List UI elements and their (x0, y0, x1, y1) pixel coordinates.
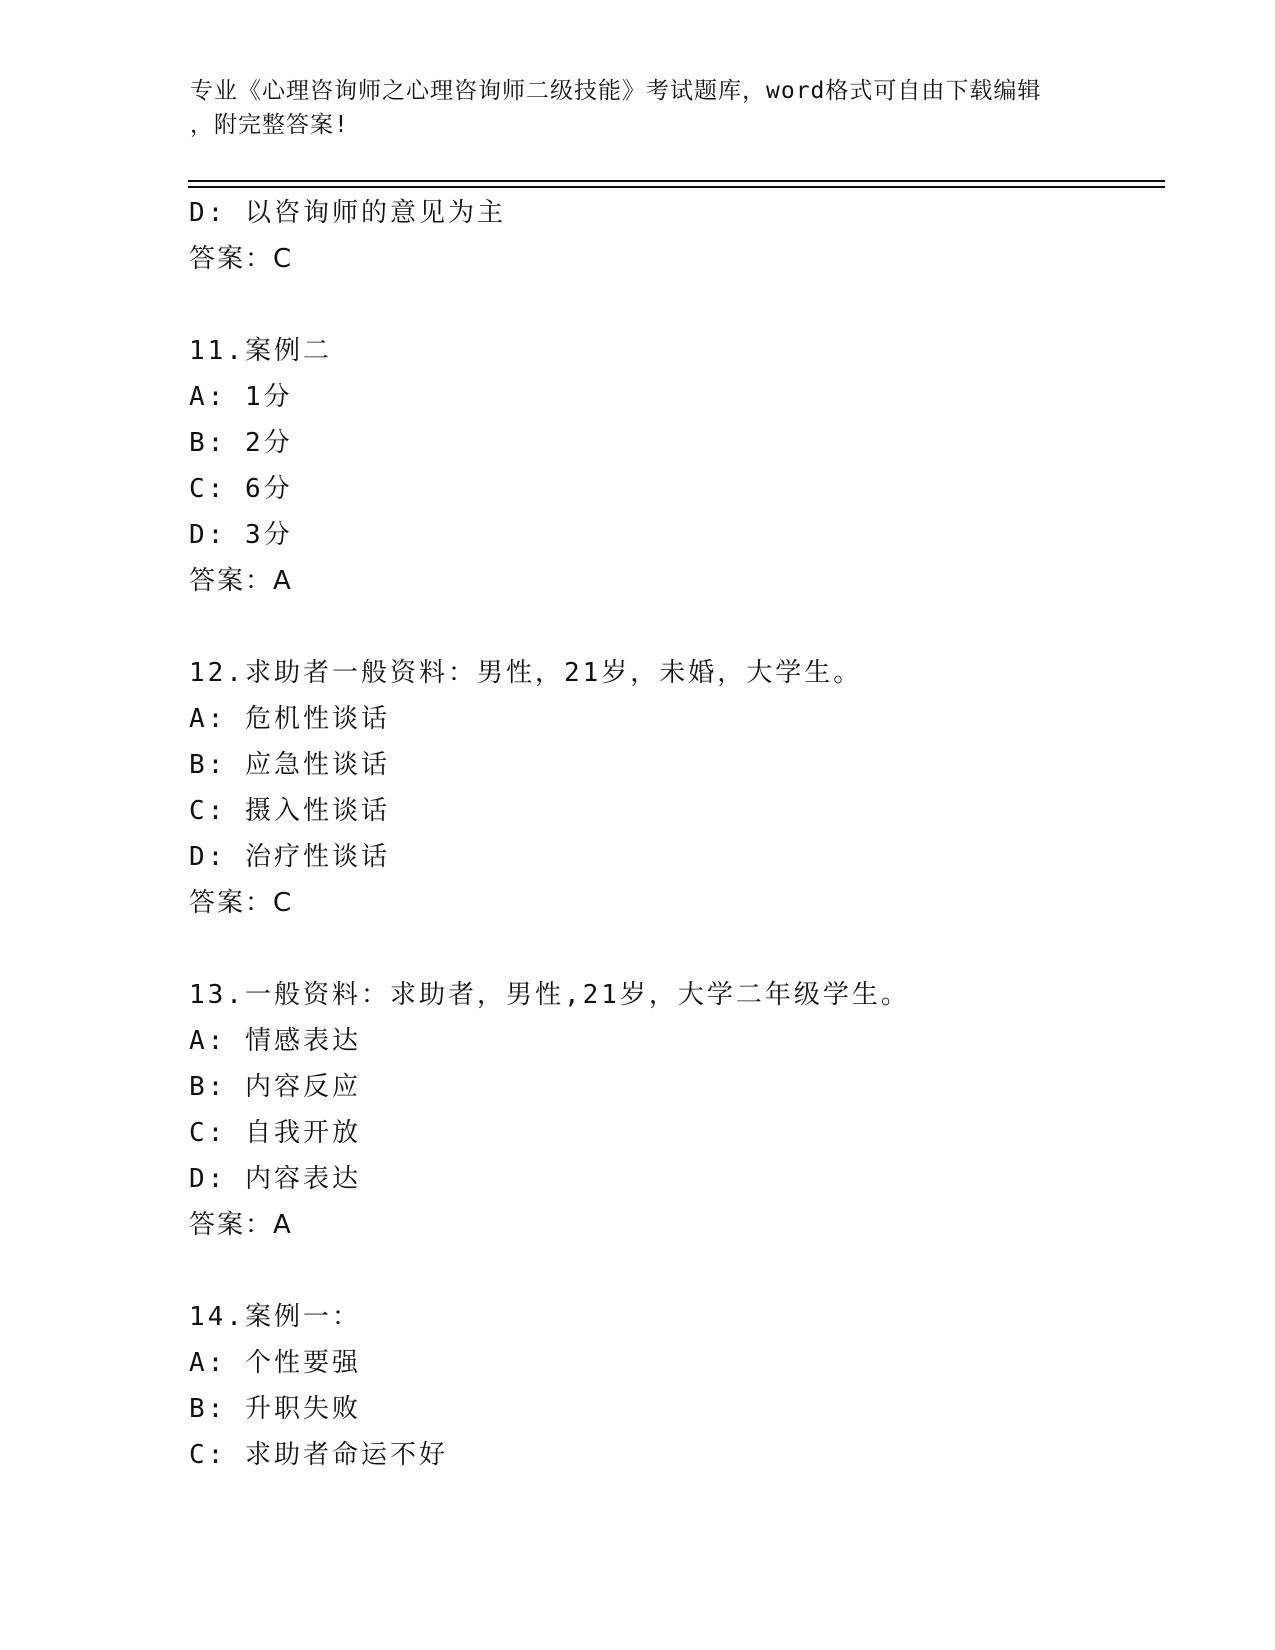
header-line-1: 专业《心理咨询师之心理咨询师二级技能》考试题库，word格式可自由下载编辑 (190, 78, 1042, 104)
question-12-stem: 12.求助者一般资料：男性，21岁，未婚，大学生。 (189, 658, 863, 688)
previous-option-d: D: 以咨询师的意见为主 (189, 198, 506, 228)
document-header (190, 74, 1090, 142)
header-line-2: ，附完整答案! (190, 112, 349, 138)
question-12-option-d: D: 治疗性谈话 (189, 842, 390, 872)
question-11-option-d: D: 3分 (189, 520, 293, 550)
question-11-option-b: B: 2分 (189, 428, 293, 458)
previous-answer: 答案：C (189, 244, 294, 274)
question-12-option-c: C: 摄入性谈话 (189, 796, 390, 826)
question-13-option-a: A: 情感表达 (189, 1026, 361, 1056)
spacer (189, 1248, 1189, 1294)
question-14-option-a: A: 个性要强 (189, 1348, 361, 1378)
header-divider-top (188, 180, 1165, 182)
question-11-option-c: C: 6分 (189, 474, 293, 504)
question-13-option-d: D: 内容表达 (189, 1164, 361, 1194)
question-11-stem: 11.案例二 (189, 336, 332, 366)
question-11-option-a: A: 1分 (189, 382, 293, 412)
question-14-option-b: B: 升职失败 (189, 1394, 361, 1424)
question-13-stem: 13.一般资料：求助者，男性,21岁，大学二年级学生。 (189, 980, 910, 1010)
question-12-answer: 答案：C (189, 888, 294, 918)
question-13-answer: 答案：A (189, 1210, 293, 1240)
question-13-option-c: C: 自我开放 (189, 1118, 361, 1148)
question-12-option-b: B: 应急性谈话 (189, 750, 390, 780)
spacer (189, 604, 1189, 650)
spacer (189, 282, 1189, 328)
header-divider-bottom (188, 186, 1165, 188)
question-list (189, 190, 1189, 1478)
spacer (189, 926, 1189, 972)
question-11-answer: 答案：A (189, 566, 293, 596)
question-12-option-a: A: 危机性谈话 (189, 704, 390, 734)
question-14-stem: 14.案例一： (189, 1302, 361, 1332)
question-14-option-c: C: 求助者命运不好 (189, 1440, 448, 1470)
question-13-option-b: B: 内容反应 (189, 1072, 361, 1102)
